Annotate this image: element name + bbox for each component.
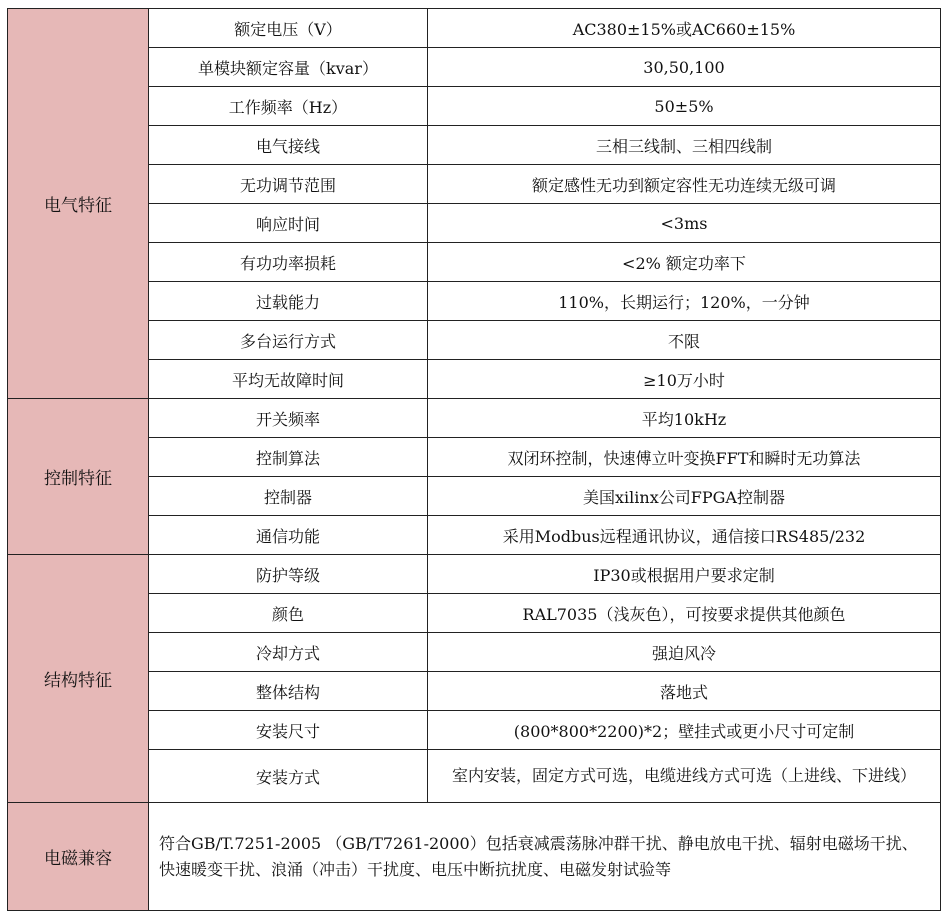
- spec-value: 落地式: [428, 672, 941, 711]
- spec-value: (800*800*2200)*2；壁挂式或更小尺寸可定制: [428, 711, 941, 750]
- spec-label: 颜色: [149, 594, 428, 633]
- spec-label: 响应时间: [149, 204, 428, 243]
- spec-value: 不限: [428, 321, 941, 360]
- category-electrical: 电气特征: [8, 9, 149, 399]
- spec-value: 室内安装，固定方式可选，电缆进线方式可选（上进线、下进线）: [428, 750, 941, 803]
- category-emc: 电磁兼容: [8, 803, 149, 911]
- spec-label: 工作频率（Hz）: [149, 87, 428, 126]
- emc-description: 符合GB/T.7251-2005 （GB/T7261-2000）包括衰减震荡脉冲群干扰、静电放电干扰、辐射电磁场干扰、快速暖变干扰、浪涌（冲击）干扰度、电压中断抗扰度、电磁发射试验等: [149, 803, 941, 911]
- spec-label: 单模块额定容量（kvar）: [149, 48, 428, 87]
- spec-label: 整体结构: [149, 672, 428, 711]
- spec-label: 防护等级: [149, 555, 428, 594]
- spec-value: IP30或根据用户要求定制: [428, 555, 941, 594]
- spec-label: 安装方式: [149, 750, 428, 803]
- category-structure: 结构特征: [8, 555, 149, 803]
- spec-value: <2% 额定功率下: [428, 243, 941, 282]
- spec-value: 采用Modbus远程通讯协议，通信接口RS485/232: [428, 516, 941, 555]
- spec-label: 开关频率: [149, 399, 428, 438]
- spec-label: 平均无故障时间: [149, 360, 428, 399]
- spec-value: 110%，长期运行；120%，一分钟: [428, 282, 941, 321]
- spec-value: 50±5%: [428, 87, 941, 126]
- spec-value: 30,50,100: [428, 48, 941, 87]
- spec-label: 电气接线: [149, 126, 428, 165]
- spec-value: 美国xilinx公司FPGA控制器: [428, 477, 941, 516]
- spec-value: 平均10kHz: [428, 399, 941, 438]
- spec-label: 控制算法: [149, 438, 428, 477]
- spec-label: 安装尺寸: [149, 711, 428, 750]
- category-control: 控制特征: [8, 399, 149, 555]
- spec-label: 额定电压（V）: [149, 9, 428, 48]
- spec-table: [7, 8, 941, 911]
- spec-label: 多台运行方式: [149, 321, 428, 360]
- spec-value: RAL7035（浅灰色），可按要求提供其他颜色: [428, 594, 941, 633]
- spec-label: 通信功能: [149, 516, 428, 555]
- spec-label: 控制器: [149, 477, 428, 516]
- spec-value: 双闭环控制，快速傅立叶变换FFT和瞬时无功算法: [428, 438, 941, 477]
- spec-label: 冷却方式: [149, 633, 428, 672]
- spec-value: 三相三线制、三相四线制: [428, 126, 941, 165]
- spec-value: 额定感性无功到额定容性无功连续无级可调: [428, 165, 941, 204]
- spec-value: <3ms: [428, 204, 941, 243]
- spec-label: 无功调节范围: [149, 165, 428, 204]
- spec-label: 有功功率损耗: [149, 243, 428, 282]
- spec-value: ≥10万小时: [428, 360, 941, 399]
- spec-value: AC380±15%或AC660±15%: [428, 9, 941, 48]
- spec-label: 过载能力: [149, 282, 428, 321]
- spec-value: 强迫风冷: [428, 633, 941, 672]
